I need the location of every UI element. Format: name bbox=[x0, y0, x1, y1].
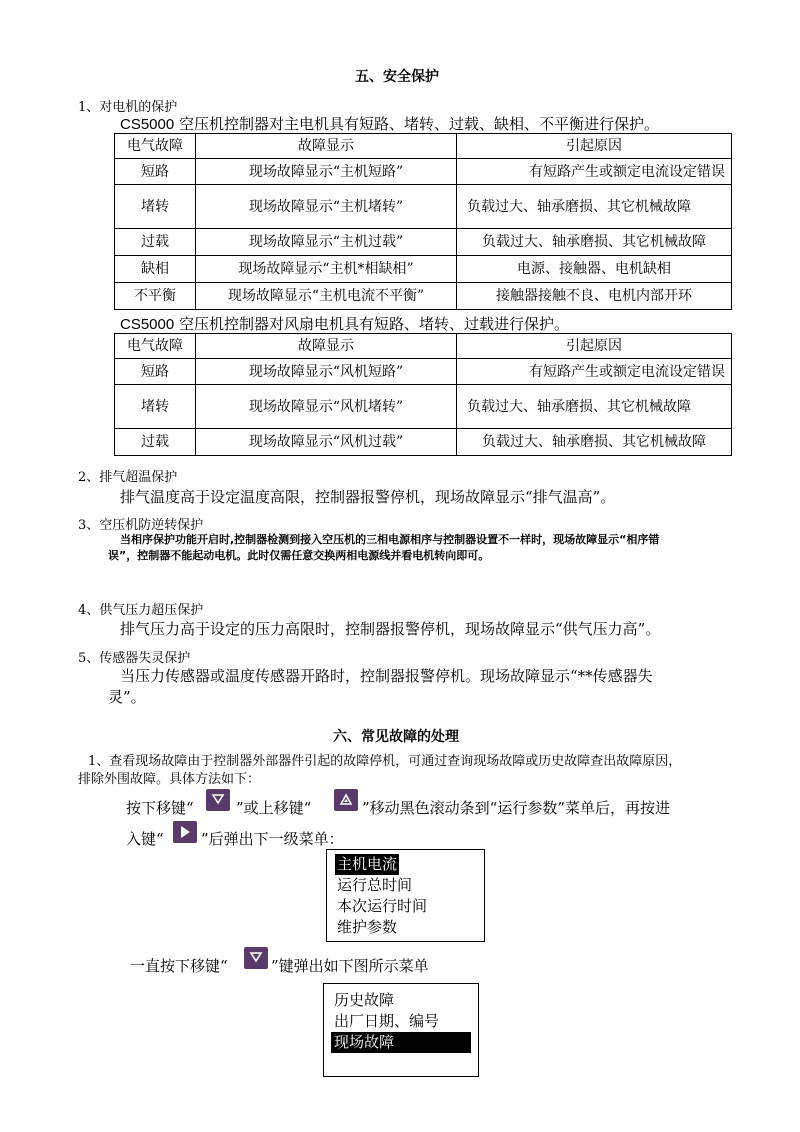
model-name: CS5000 bbox=[120, 116, 175, 133]
table-cell: 短路 bbox=[115, 359, 196, 385]
table-row bbox=[115, 159, 732, 185]
table-cell: 现场故障显示“主机电流不平衡” bbox=[196, 283, 457, 310]
section-6-title: 六、常见故障的处理 bbox=[333, 729, 459, 745]
menu-item-factory-date-serial[interactable]: 出厂日期、编号 bbox=[334, 1012, 440, 1030]
table-cell: 堵转 bbox=[115, 385, 196, 429]
step1-text-d: 入键“ bbox=[126, 830, 164, 848]
reverse-protection-text-line2: 误”，控制器不能起动电机。此时仅需任意交换两相电源线并看电机转向即可。 bbox=[108, 549, 490, 562]
fan-protection-intro bbox=[120, 313, 569, 334]
subsection-5-heading: 5、传感器失灵保护 bbox=[78, 651, 191, 666]
up-arrow-key-icon bbox=[334, 789, 358, 811]
table-cell: 现场故障显示“风机堵转” bbox=[196, 385, 457, 429]
motor-protection-intro bbox=[120, 113, 659, 134]
table-cell: 有短路产生或额定电流设定错误 bbox=[457, 159, 732, 185]
subsection-2-heading: 2、排气超温保护 bbox=[78, 470, 178, 485]
step1-text-c: ”移动黑色滚动条到“运行参数”菜单后，再按进 bbox=[362, 799, 671, 817]
step1-text-b: ”或上移键“ bbox=[236, 799, 312, 817]
sensor-failure-text-line2: 灵”。 bbox=[108, 688, 146, 706]
fan-motor-fault-table bbox=[114, 333, 732, 456]
table-row bbox=[115, 283, 732, 310]
subsection-4-heading: 4、供气压力超压保护 bbox=[78, 603, 204, 618]
table-cell: 现场故障显示“风机短路” bbox=[196, 359, 457, 385]
header-cell: 故障显示 bbox=[196, 134, 457, 159]
table-cell: 现场故障显示“主机过载” bbox=[196, 229, 457, 256]
exhaust-temp-text: 排气温度高于设定温度高限，控制器报警停机，现场故障显示“排气温高”。 bbox=[120, 488, 616, 506]
subsection-3-heading: 3、空压机防逆转保护 bbox=[78, 518, 204, 533]
table-cell: 负载过大、轴承磨损、其它机械故障 bbox=[457, 185, 732, 229]
menu-item-current-runtime[interactable]: 本次运行时间 bbox=[337, 897, 428, 915]
table-cell: 电源、接触器、电机缺相 bbox=[457, 256, 732, 283]
table-cell: 负载过大、轴承磨损、其它机械故障 bbox=[457, 385, 732, 429]
menu-item-main-current[interactable] bbox=[327, 854, 484, 875]
step1-text-e: ”后弹出下一级菜单： bbox=[201, 830, 344, 848]
menu-item-label: 主机电流 bbox=[337, 855, 398, 873]
table-header-row bbox=[115, 134, 732, 159]
step2-text-b: ”键弹出如下图所示菜单 bbox=[271, 957, 429, 975]
step2-text-a: 一直按下移键“ bbox=[130, 957, 228, 975]
table-cell: 现场故障显示“主机短路” bbox=[196, 159, 457, 185]
table-cell: 现场故障显示“风机过载” bbox=[196, 429, 457, 456]
table-header-row bbox=[115, 334, 732, 359]
table-cell: 接触器接触不良、电机内部开环 bbox=[457, 283, 732, 310]
table-cell: 负载过大、轴承磨损、其它机械故障 bbox=[457, 229, 732, 256]
header-cell: 故障显示 bbox=[196, 334, 457, 359]
reverse-protection-text-line1: 当相序保护功能开启时,控制器检测到接入空压机的三相电源相序与控制器设置不一样时，现场故障显示“相序错 bbox=[120, 533, 660, 546]
main-motor-fault-table bbox=[114, 133, 732, 310]
header-cell: 电气故障 bbox=[115, 134, 196, 159]
submenu-run-params bbox=[326, 849, 485, 942]
table-cell: 堵转 bbox=[115, 185, 196, 229]
header-cell: 电气故障 bbox=[115, 334, 196, 359]
table-row bbox=[115, 256, 732, 283]
sensor-failure-text-line1: 当压力传感器或温度传感器开路时，控制器报警停机。现场故障显示“**传感器失 bbox=[120, 667, 653, 685]
menu-item-current-faults[interactable]: 现场故障 bbox=[331, 1032, 471, 1053]
menu-item-total-runtime[interactable]: 运行总时间 bbox=[337, 876, 413, 894]
table-row bbox=[115, 229, 732, 256]
step1-text-a: 按下移键“ bbox=[126, 799, 194, 817]
table-cell: 过载 bbox=[115, 429, 196, 456]
down-arrow-key-icon bbox=[244, 947, 268, 969]
section-5-title: 五、安全保护 bbox=[355, 69, 439, 85]
table-cell: 短路 bbox=[115, 159, 196, 185]
header-cell: 引起原因 bbox=[457, 134, 732, 159]
down-arrow-key-icon bbox=[206, 789, 230, 811]
table-row bbox=[115, 385, 732, 429]
header-cell: 引起原因 bbox=[457, 334, 732, 359]
intro-text: 空压机控制器对风扇电机具有短路、堵转、过载进行保护。 bbox=[174, 315, 569, 333]
table-row bbox=[115, 359, 732, 385]
table-cell: 负载过大、轴承磨损、其它机械故障 bbox=[457, 429, 732, 456]
menu-item-history-faults[interactable]: 历史故障 bbox=[334, 991, 395, 1009]
fault-check-text-line2: 排除外围故障。具体方法如下： bbox=[78, 772, 261, 787]
table-cell: 过载 bbox=[115, 229, 196, 256]
table-row bbox=[115, 429, 732, 456]
model-name: CS5000 bbox=[120, 316, 175, 333]
overpressure-text: 排气压力高于设定的压力高限时，控制器报警停机，现场故障显示“供气压力高”。 bbox=[120, 620, 661, 638]
table-cell: 现场故障显示“主机*相缺相” bbox=[196, 256, 457, 283]
menu-item-maintenance-params[interactable]: 维护参数 bbox=[337, 918, 398, 936]
table-cell: 缺相 bbox=[115, 256, 196, 283]
table-row bbox=[115, 185, 732, 229]
table-cell: 有短路产生或额定电流设定错误 bbox=[457, 359, 732, 385]
table-cell: 不平衡 bbox=[115, 283, 196, 310]
subsection-1-heading: 1、对电机的保护 bbox=[78, 100, 178, 115]
enter-key-icon bbox=[173, 821, 197, 843]
intro-text: 空压机控制器对主电机具有短路、堵转、过载、缺相、不平衡进行保护。 bbox=[174, 115, 659, 133]
submenu-faults bbox=[323, 983, 479, 1077]
table-cell: 现场故障显示“主机堵转” bbox=[196, 185, 457, 229]
fault-check-text-line1: 1、查看现场故障由于控制器外部器件引起的故障停机，可通过查询现场故障或历史故障查出故障原因， bbox=[88, 754, 682, 769]
